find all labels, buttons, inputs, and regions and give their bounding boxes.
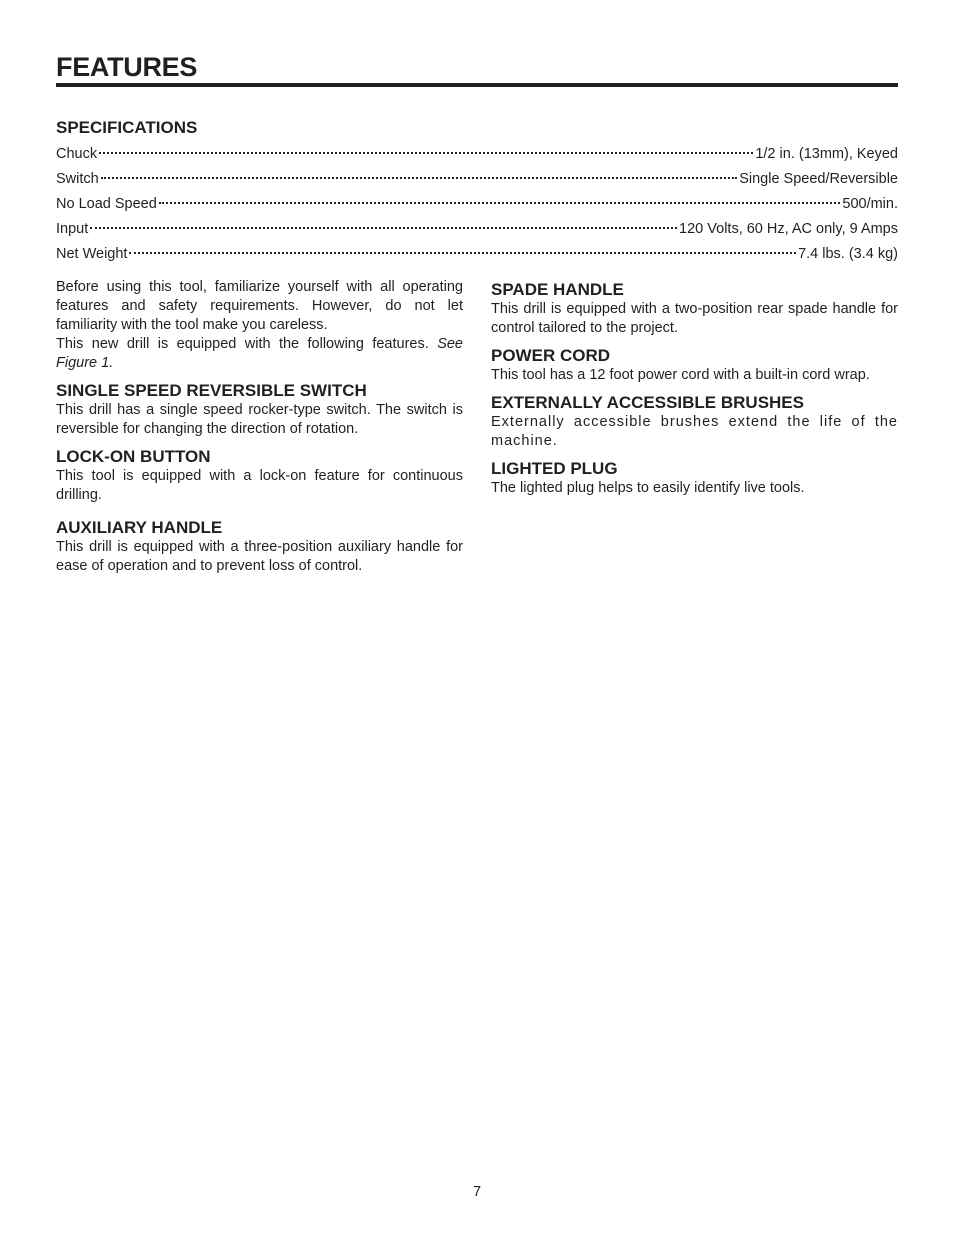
dot-leader: [99, 152, 753, 154]
specifications-heading: SPECIFICATIONS: [56, 118, 198, 137]
spec-value: 120 Volts, 60 Hz, AC only, 9 Amps: [679, 221, 898, 237]
page-number: 7: [472, 1184, 482, 1200]
dot-leader: [101, 177, 737, 179]
spec-value: Single Speed/Reversible: [739, 171, 898, 187]
dot-leader: [90, 227, 677, 229]
feature-heading-auxiliary-handle: AUXILIARY HANDLE: [56, 518, 223, 537]
spec-label: Switch: [56, 171, 99, 187]
spec-label: No Load Speed: [56, 196, 157, 212]
spec-value: 7.4 lbs. (3.4 kg): [798, 246, 898, 262]
feature-body-switch: This drill has a single speed rocker-type switch. The switch is reversible for changing the direction of rotation.: [56, 402, 463, 437]
spec-value: 1/2 in. (13mm), Keyed: [755, 146, 898, 162]
dot-leader: [129, 252, 796, 254]
feature-body-lighted-plug: The lighted plug helps to easily identify live tools.: [491, 480, 805, 496]
left-column: [56, 278, 463, 576]
feature-heading-lock-on: LOCK-ON BUTTON: [56, 447, 211, 466]
spec-row-net-weight: [56, 242, 898, 267]
spec-row-chuck: [56, 142, 898, 167]
title-rule: [56, 83, 898, 87]
feature-heading-brushes: EXTERNALLY ACCESSIBLE BRUSHES: [491, 393, 804, 412]
feature-body-lock-on: This tool is equipped with a lock-on feature for continuous drilling.: [56, 468, 463, 503]
spec-row-input: [56, 217, 898, 242]
feature-heading-lighted-plug: LIGHTED PLUG: [491, 459, 618, 478]
figure-reference: See Figure 1.: [56, 336, 463, 371]
specifications-list: [56, 142, 898, 267]
feature-body-auxiliary-handle: This drill is equipped with a three-position auxiliary handle for ease of operation and to prevent loss of control.: [56, 539, 463, 574]
intro-features-text: This new drill is equipped with the following features.: [56, 336, 429, 352]
spec-label: Net Weight: [56, 246, 128, 262]
spec-row-no-load-speed: [56, 192, 898, 217]
feature-heading-spade-handle: SPADE HANDLE: [491, 280, 624, 299]
feature-body-power-cord: This tool has a 12 foot power cord with a built-in cord wrap.: [491, 367, 870, 383]
spec-row-switch: [56, 167, 898, 192]
page-title: FEATURES: [56, 52, 198, 82]
dot-leader: [159, 202, 841, 204]
feature-body-spade-handle: This drill is equipped with a two-position rear spade handle for control tailored to the project.: [491, 301, 898, 336]
spec-label: Input: [56, 221, 89, 237]
feature-body-brushes: Externally accessible brushes extend the life of the machine.: [491, 414, 898, 449]
right-column: [491, 280, 898, 498]
feature-heading-switch: SINGLE SPEED REVERSIBLE SWITCH: [56, 381, 367, 400]
intro-features-line: [56, 335, 463, 373]
spec-label: Chuck: [56, 146, 98, 162]
spec-value: 500/min.: [842, 196, 898, 212]
feature-heading-power-cord: POWER CORD: [491, 346, 610, 365]
intro-paragraph: Before using this tool, familiarize yourself with all operating features and safety requirements. However, do not let familiarity with the tool make you careless.: [56, 279, 463, 333]
